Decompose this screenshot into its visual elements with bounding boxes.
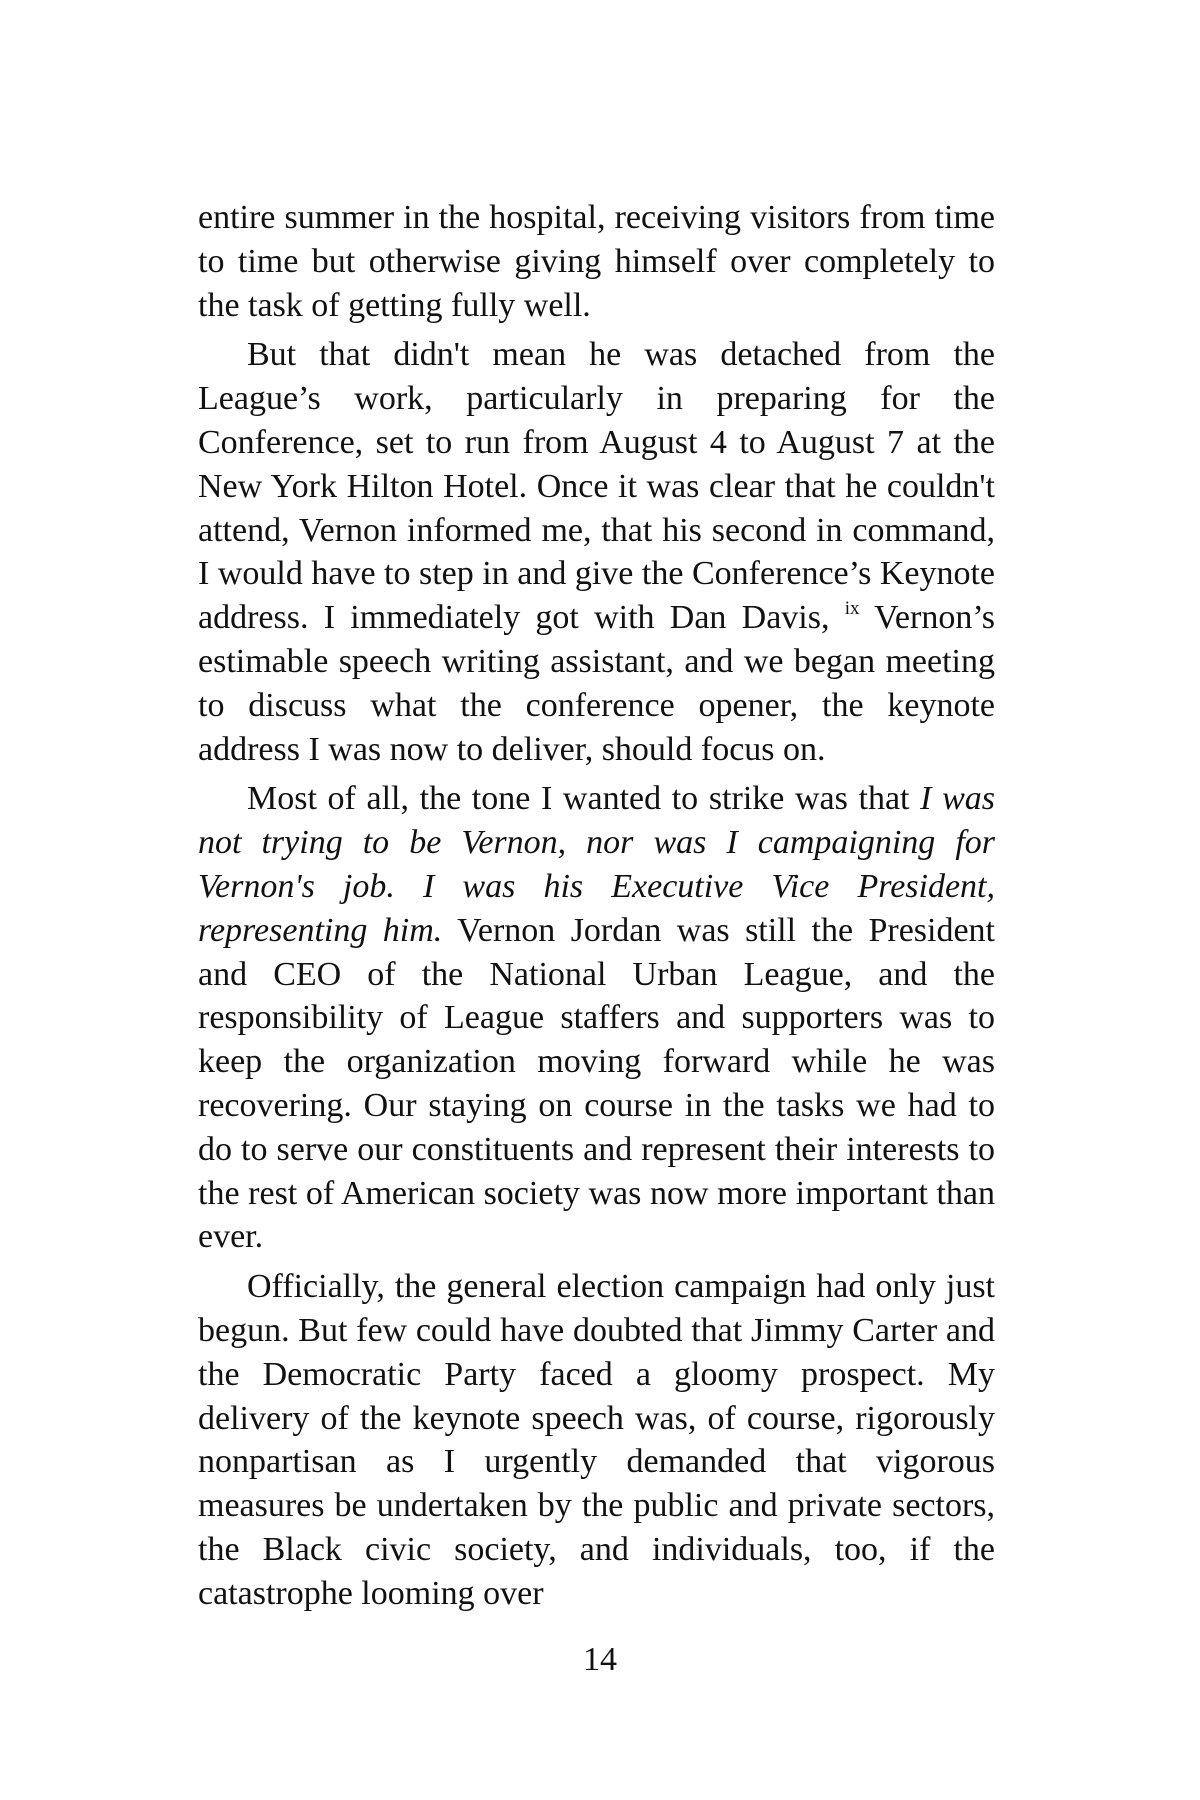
paragraph-3-text-a: Most of all, the tone I wanted to strike was that [247,780,910,818]
endnote-reference[interactable]: ix [844,598,860,620]
paragraph-3-italic-text: I was not trying to be Vernon, nor was I campaigning for Vernon's job. I was his Executive Vice President, representing him. [198,780,996,949]
paragraph-3 [198,777,995,1259]
paragraph-4-text: Officially, the general election campaign had only just begun. But few could have doubted that Jimmy Carter and the Democratic Party faced a gloomy prospect. My delivery of the keynote speech was, of course, rigorously nonpartisan as I urgently demanded that vigorous measures be undertaken by the public and private sectors, the Black civic society, and individuals, too, if the catastrophe looming over [198,1268,995,1612]
paragraph-1 [198,196,995,327]
page-number: 14 [583,1641,617,1678]
paragraph-2 [198,333,995,771]
page-body [198,196,995,1622]
paragraph-2-text-a: But that didn't mean he was detached from the League’s work, particularly in preparing for the Conference, set to run from August 4 to August 7 at the New York Hilton Hotel. Once it was clear that he couldn't attend, Vernon informed me, that his second in command, I would have to step in and give the Conference’s Keynote address. I immediately got with Dan Davis, [198,336,995,637]
paragraph-3-text-b: Vernon Jordan was still the President and CEO of the National Urban League, and the responsibility of League staffers and supporters was to keep the organization moving forward while he was recovering. Our staying on course in the tasks we had to do to serve our constituents and represent their interests to the rest of American society was now more important than ever. [198,911,995,1256]
paragraph-1-text: entire summer in the hospital, receiving visitors from time to time but otherwise giving himself over completely to the task of getting fully well. [198,199,995,324]
paragraph-4 [198,1265,995,1615]
paragraph-2-text-b: Vernon’s estimable speech writing assistant, and we began meeting to discuss what the conference opener, the keynote address I was now to deliver, should focus on. [198,599,996,768]
